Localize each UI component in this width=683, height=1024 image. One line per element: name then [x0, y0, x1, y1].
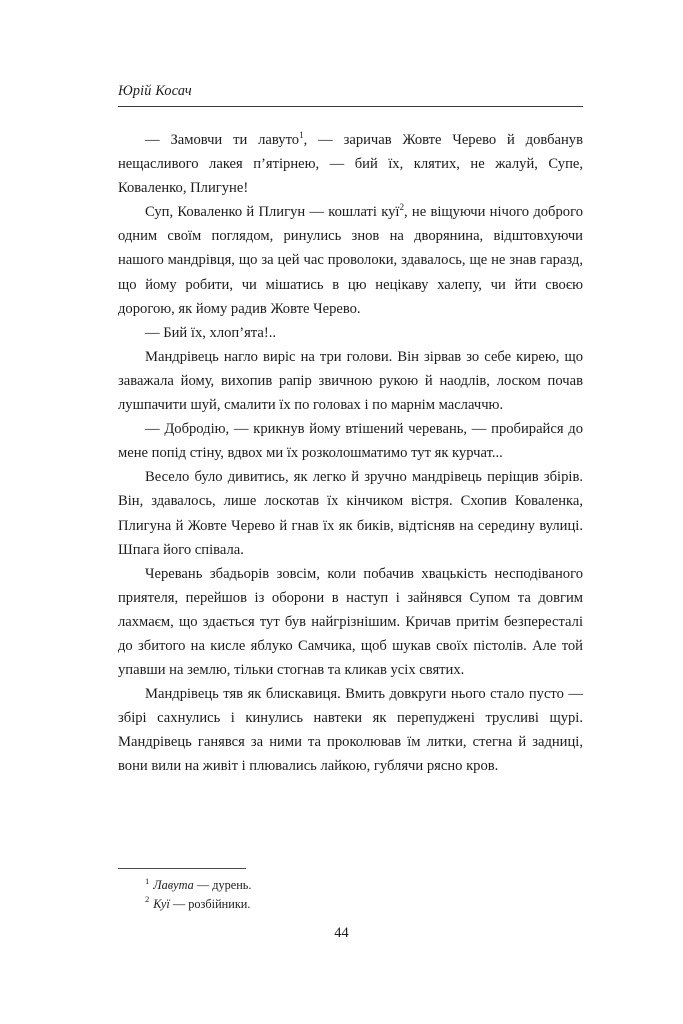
footnote-definition: — дурень. — [193, 878, 252, 893]
footnote-ref-2[interactable]: 2 — [399, 202, 405, 213]
footnote-item — [118, 876, 583, 894]
paragraph — [118, 321, 583, 345]
paragraph — [118, 465, 583, 561]
body-text-block — [118, 128, 583, 779]
footnote-area — [118, 868, 583, 913]
paragraph — [118, 562, 583, 682]
paragraph-text: Мандрівець нагло виріс на три голови. Він зірвав зо себе кирею, що заважала йому, вихопив рапір звичною рукою й наодлів, лоском почав лушпачити шуй, смалити їх по головах і по марнім маслаччю. — [118, 348, 583, 414]
page-number: 44 — [334, 925, 349, 941]
paragraph-text-cont: , не віщуючи нічого доброго одним своїм поглядом, ринулись знов на дворянина, відштовхуючи нашого мандрівця, що за цей час проволоки, здавалось, ще не знав гаразд, що йому робити, чи мішатись в цю нецікаву халепу, чи йти своєю дорогою, як йому радив Жовте Черево. — [118, 204, 583, 317]
paragraph-text: Черевань збадьорів зовсім, коли побачив хвацькість несподіваного приятеля, перейшов із оборони в наступ і зайнявся Супом та довгим лахмаєм, що здається тут був найгрізнішим. Кричав притім безпересталі до збитого на кисле яблуко Самчика, щоб шукав своїх пістолів. Але той упавши на землю, тільки стогнав та кликав усіх святих. — [118, 565, 583, 679]
paragraph — [118, 417, 583, 465]
footnote-marker: 1 — [145, 876, 150, 886]
paragraph-text: — Замовчи ти лавуто — [145, 132, 300, 148]
running-head — [118, 84, 583, 107]
footnote-separator-rule — [118, 868, 246, 869]
footnote-definition: — розбійники. — [169, 896, 251, 911]
paragraph-text: Весело було дивитись, як легко й зручно мандрівець періщив збірів. Він, здавалось, лише лоскотав їх кінчиком вістря. Схопив Коваленка, Плигуна й Жовте Черево й гнав їх як биків, відтісняв на середину вулиці. Шпага його співала. — [118, 469, 583, 558]
paragraph — [118, 128, 583, 200]
paragraph-text: Суп, Коваленко й Плигун — кошлаті куї — [145, 204, 400, 221]
running-head-rule — [118, 106, 583, 107]
paragraph-text: — Добродію, — крикнув йому втішений черевань, — пробирайся до мене попід стіну, вдвох ми їх розколошматимо тут як курчат... — [118, 421, 583, 462]
paragraph — [118, 682, 583, 778]
paragraph-text: Мандрівець тяв як блискавиця. Вмить довкруги нього стало пусто — збірі сахнулись і кинулись навтеки як перепуджені трусливі щурі. Мандрівець ганявся за ними та проколював їм литки, стегна й задниці, вони вили на живіт і плювались лайкою, гублячи рясно кров. — [118, 686, 583, 775]
footnote-term: Куї — [153, 896, 170, 911]
running-head-author: Юрій Косач — [118, 83, 192, 99]
footnote-marker: 2 — [145, 894, 150, 905]
footnote-ref-1[interactable]: 1 — [299, 130, 304, 141]
paragraph — [118, 345, 583, 417]
paragraph — [118, 200, 583, 320]
paragraph-text-cont: , — заричав Жовте Черево й довбанув нещасливого лакея п’ятірнею, — бий їх, клятих, не жалуй, Супе, Коваленко, Плигуне! — [118, 132, 583, 197]
paragraph-text: — Бий їх, хлоп’ята!.. — [145, 324, 276, 341]
footnote-term: Лавута — [153, 878, 194, 893]
footnote-item — [118, 895, 583, 913]
